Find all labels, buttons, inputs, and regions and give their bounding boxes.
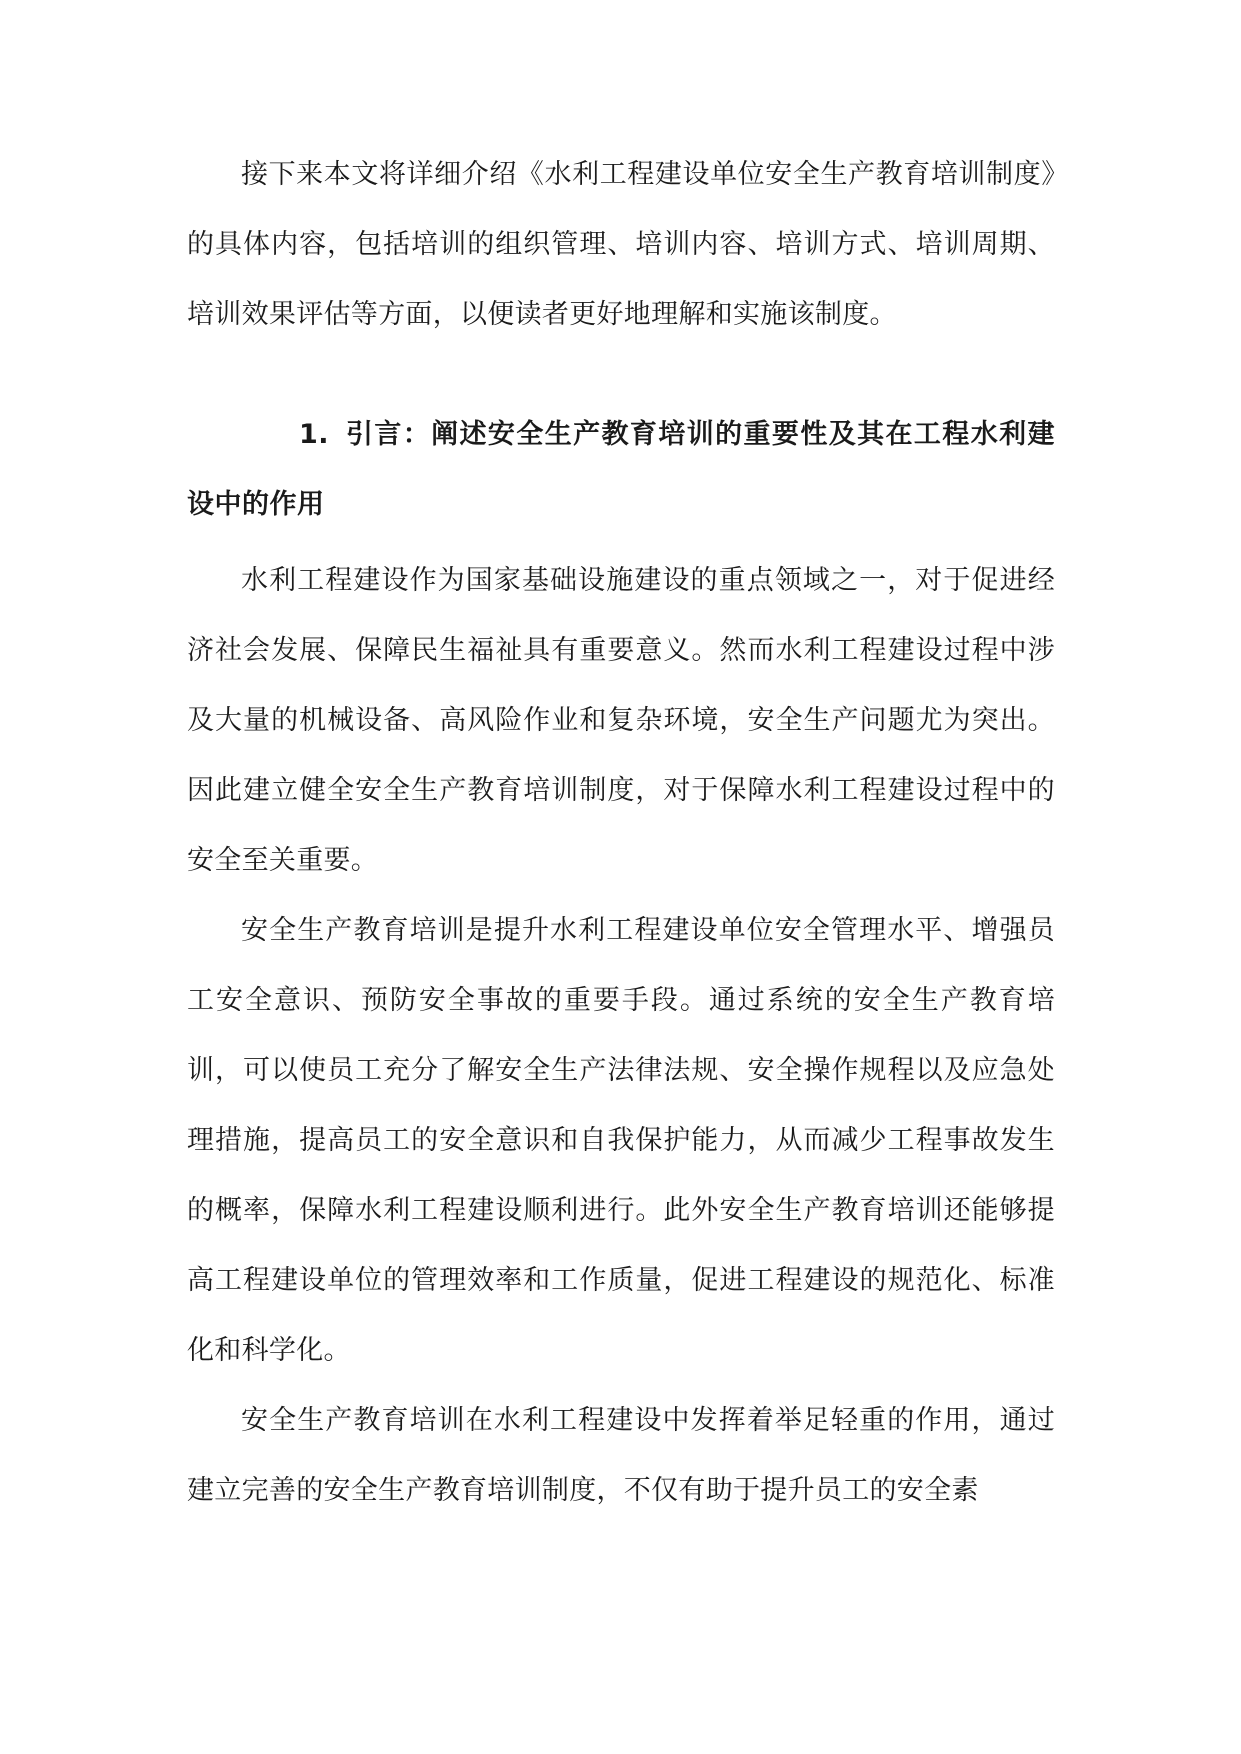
body-paragraph: 安全生产教育培训在水利工程建设中发挥着举足轻重的作用，通过建立完善的安全生产教育培训制度，不仅有助于提升员工的安全素 xyxy=(187,1405,1055,1506)
document-body xyxy=(187,140,1055,1526)
section-heading xyxy=(187,400,1055,540)
body-paragraph: 水利工程建设作为国家基础设施建设的重点领域之一，对于促进经济社会发展、保障民生福祉具有重要意义。然而水利工程建设过程中涉及大量的机械设备、高风险作业和复杂环境，安全生产问题尤为突出。因此建立健全安全生产教育培训制度，对于保障水利工程建设过程中的安全至关重要。 xyxy=(187,565,1055,876)
body-paragraph: 安全生产教育培训是提升水利工程建设单位安全管理水平、增强员工安全意识、预防安全事故的重要手段。通过系统的安全生产教育培训，可以使员工充分了解安全生产法律法规、安全操作规程以及应急处理措施，提高员工的安全意识和自我保护能力，从而减少工程事故发生的概率，保障水利工程建设顺利进行。此外安全生产教育培训还能够提高工程建设单位的管理效率和工作质量，促进工程建设的规范化、标准化和科学化。 xyxy=(187,915,1055,1366)
section-number: 1. xyxy=(299,419,330,450)
intro-paragraph: 接下来本文将详细介绍《水利工程建设单位安全生产教育培训制度》的具体内容，包括培训的组织管理、培训内容、培训方式、培训周期、培训效果评估等方面，以便读者更好地理解和实施该制度。 xyxy=(187,159,1055,330)
section-title: 引言：阐述安全生产教育培训的重要性及其在工程水利建设中的作用 xyxy=(187,419,1055,520)
